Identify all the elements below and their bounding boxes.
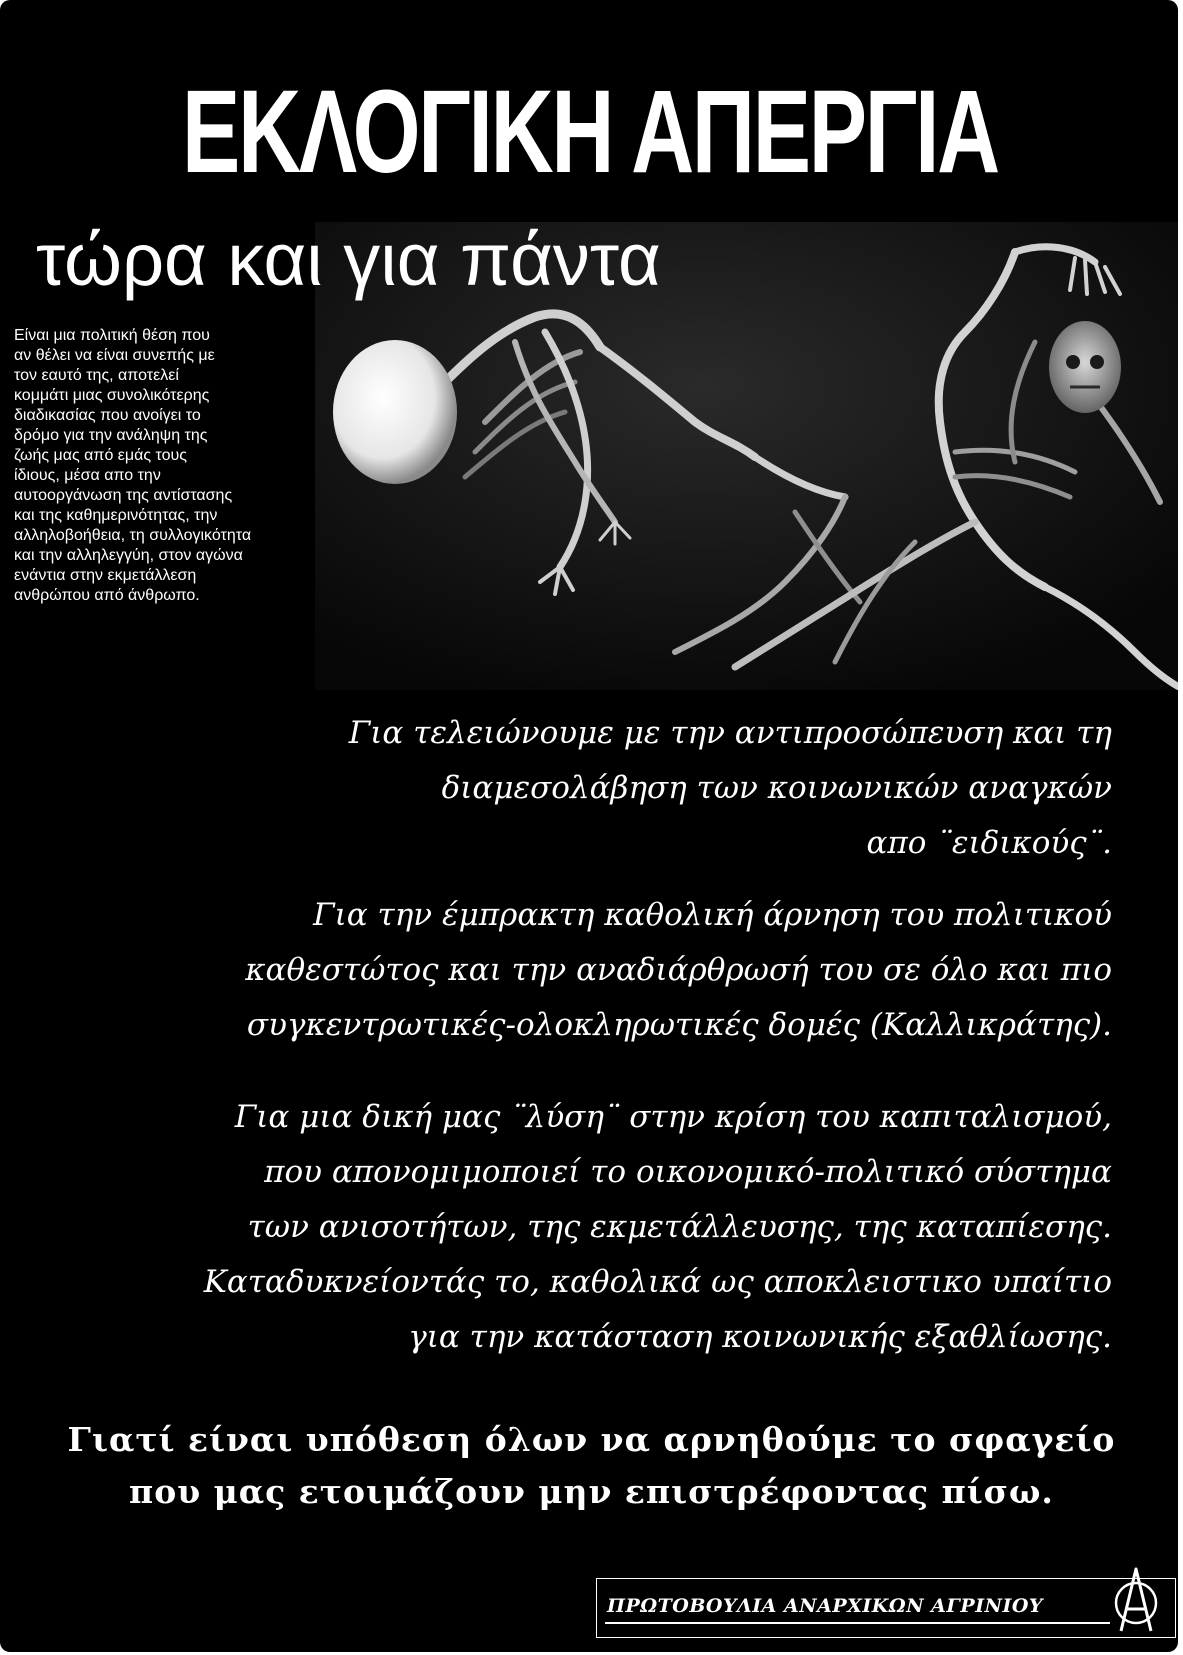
intro-line: αν θέλει να είναι συνεπής με xyxy=(14,347,215,364)
paragraph-regime-rejection xyxy=(112,888,1112,1053)
intro-line: κομμάτι μιας συνολικότερης xyxy=(14,387,210,404)
paragraph-line: Για μια δική μας ¨λύση¨ στην κρίση του καπιταλισμού, xyxy=(234,1099,1112,1135)
intro-line: τον εαυτό της, αποτελεί xyxy=(14,367,179,384)
closing-line: Γιατί είναι υπόθεση όλων να αρνηθούμε το σφαγείο xyxy=(67,1420,1116,1459)
intro-line: δρόμο για την ανάληψη της xyxy=(14,427,208,444)
paragraph-line: καθεστώτος και την αναδιάρθρωσή του σε όλο και πιο xyxy=(245,952,1112,988)
signature-box xyxy=(596,1578,1176,1638)
intro-line: και την αλληλεγγύη, στον αγώνα xyxy=(14,547,243,564)
paragraph-representation xyxy=(112,706,1112,871)
paragraph-line: Για την έμπρακτη καθολική άρνηση του πολιτικού xyxy=(313,897,1112,933)
poster-title: ΕΚΛΟΓΙΚΗ ΑΠΕΡΓΙΑ xyxy=(182,66,998,198)
intro-line: ίδιους, μέσα απο την xyxy=(14,467,161,484)
intro-line: αλληλοβοήθεια, τη συλλογικότητα xyxy=(14,527,252,544)
signature-underline xyxy=(605,1622,1110,1624)
closing-line: που μας ετοιμάζουν μην επιστρέφοντας πίσω. xyxy=(129,1472,1054,1511)
intro-line: αυτοοργάνωση της αντίστασης xyxy=(14,487,233,504)
poster-subtitle: τώρα και για πάντα xyxy=(36,218,661,301)
intro-line: ανθρώπου από άνθρωπο. xyxy=(14,587,200,604)
paragraph-line: διαμεσολάβηση των κοινωνικών αναγκών xyxy=(441,770,1112,806)
closing-statement xyxy=(0,1414,1178,1518)
anarchy-symbol-icon xyxy=(1107,1565,1165,1635)
intro-text xyxy=(14,326,374,606)
paragraph-line: για την κατάσταση κοινωνικής εξαθλίωσης. xyxy=(408,1319,1112,1355)
paragraph-line: συγκεντρωτικές-ολοκληρωτικές δομές (Καλλικράτης). xyxy=(246,1007,1112,1043)
paragraph-line: απο ¨ειδικούς¨. xyxy=(866,825,1112,861)
paragraph-line: Για τελειώνουμε με την αντιπροσώπευση και τη xyxy=(348,715,1112,751)
signature-text: ΠΡΩΤΟΒΟΥΛΙΑ ΑΝΑΡΧΙΚΩΝ ΑΓΡΙΝΙΟΥ xyxy=(607,1595,1043,1617)
intro-line: διαδικασίας που ανοίγει το xyxy=(14,407,201,424)
paragraph-line: που απονομιμοποιεί το οικονομικό-πολιτικό σύστημα xyxy=(264,1154,1112,1190)
right-figure-skull xyxy=(1049,321,1121,413)
intro-line: Είναι μια πολιτική θέση που xyxy=(14,327,210,344)
paragraph-line: Καταδυκνείοντάς το, καθολικά ως αποκλειστικο υπαίτιο xyxy=(203,1264,1112,1300)
intro-line: ενάντια στην εκμετάλλεση xyxy=(14,567,197,584)
intro-line: ζωής μας από εμάς τους xyxy=(14,447,187,464)
paragraph-line: των ανισοτήτων, της εκμετάλλευσης, της καταπίεσης. xyxy=(247,1209,1112,1245)
intro-line: και της καθημερινότητας, την xyxy=(14,507,218,524)
paragraph-crisis xyxy=(112,1090,1112,1365)
